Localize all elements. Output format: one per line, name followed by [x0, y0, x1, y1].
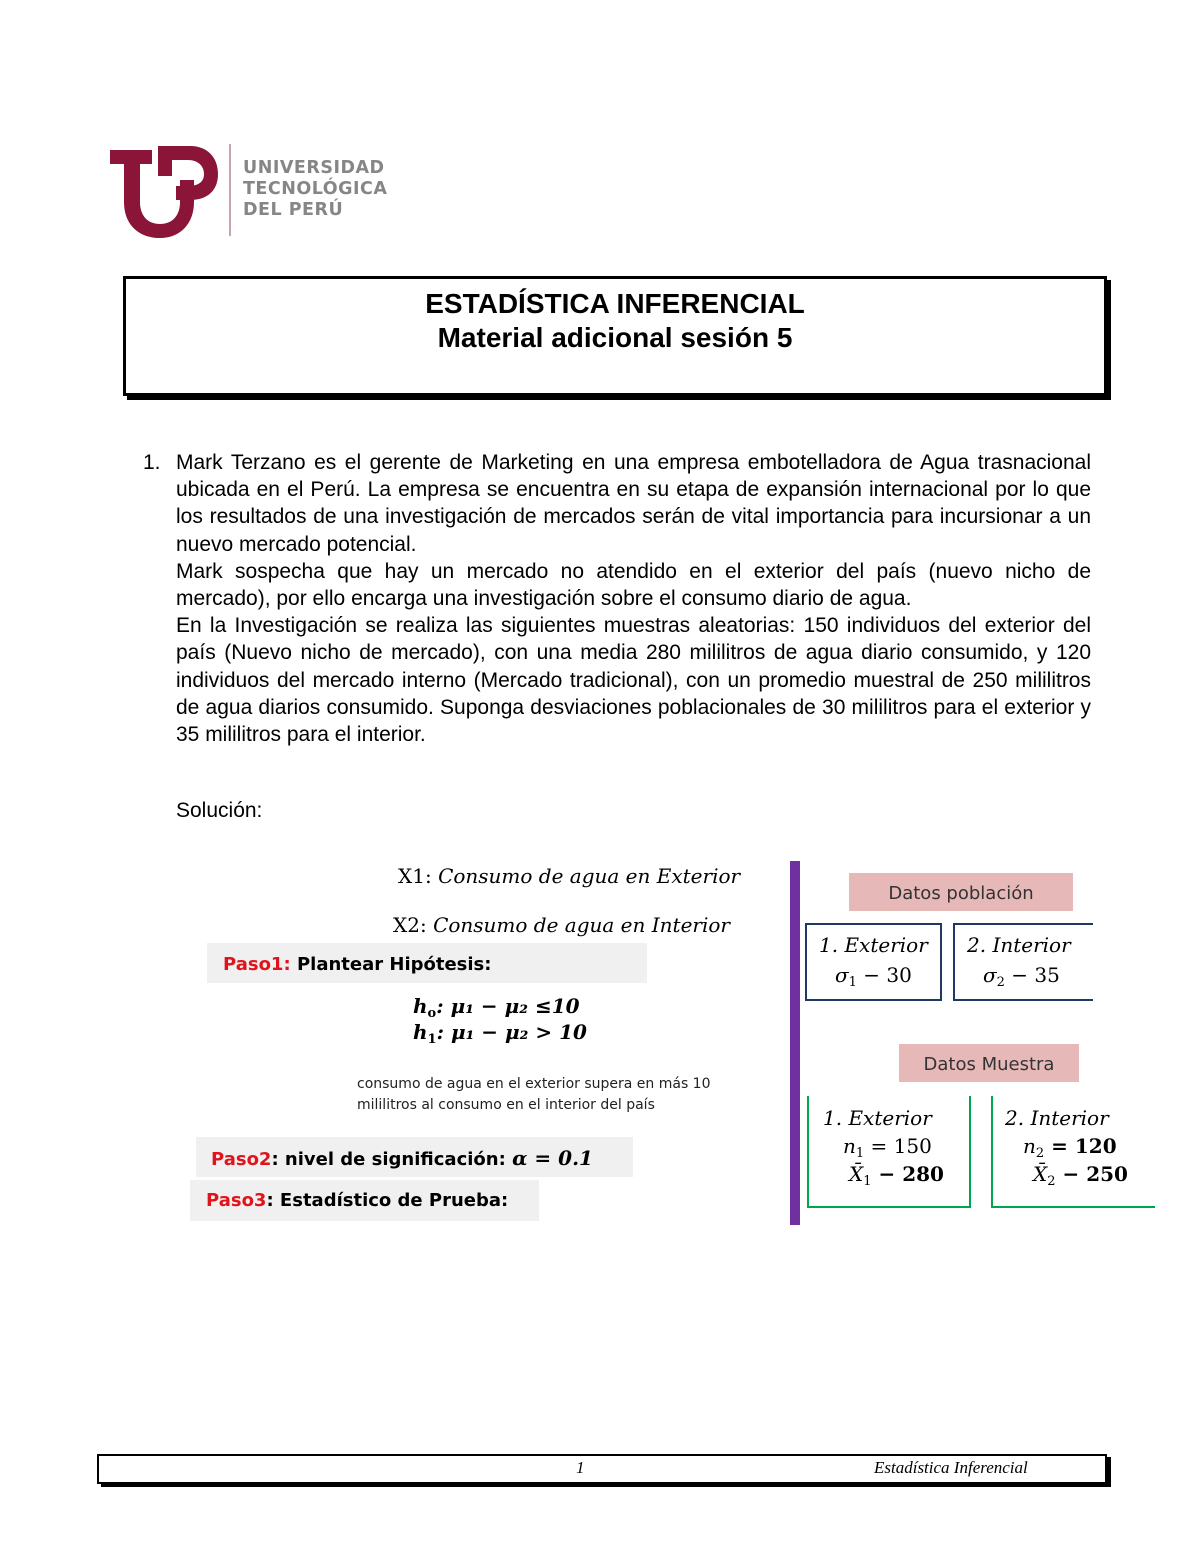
population-interior-sigma — [983, 963, 1060, 990]
h1-symbol: h — [413, 1020, 428, 1044]
panel-divider-bar — [790, 861, 800, 1225]
step-1-tag: Paso1: — [223, 954, 291, 975]
step-2-tag: Paso2 — [211, 1149, 272, 1170]
step-2-heading — [196, 1137, 633, 1177]
n-value: = 120 — [1044, 1134, 1117, 1158]
alternative-hypothesis — [413, 1020, 587, 1047]
step-2-text: : nivel de significación: — [271, 1149, 506, 1170]
step-3-tag: Paso3 — [206, 1190, 267, 1211]
significance-level: α = 0.1 — [512, 1146, 593, 1170]
n-subscript: 1 — [855, 1146, 865, 1161]
sample-interior-n — [1023, 1134, 1117, 1161]
document-title: ESTADÍSTICA INFERENCIAL — [425, 288, 805, 319]
variable-x2-name: X2: — [393, 913, 427, 937]
sigma-value: − 35 — [1004, 963, 1060, 987]
population-exterior-sigma — [835, 963, 912, 990]
mean-symbol: X̄ — [849, 1162, 864, 1186]
title-box — [123, 276, 1107, 396]
h0-symbol: h — [413, 994, 428, 1018]
mean-value: − 280 — [871, 1162, 944, 1186]
footer-title: Estadística Inferencial — [874, 1458, 1028, 1477]
university-logo-icon — [108, 142, 218, 238]
sigma-value: − 30 — [856, 963, 912, 987]
population-box-interior — [953, 923, 1093, 1001]
mean-symbol: X̄ — [1033, 1162, 1048, 1186]
mean-subscript: 1 — [863, 1174, 872, 1189]
n-value: = 150 — [864, 1134, 932, 1158]
mean-value: − 250 — [1055, 1162, 1128, 1186]
sigma-symbol: σ — [835, 963, 849, 987]
problem-statement — [176, 449, 1091, 748]
sigma-symbol: σ — [983, 963, 997, 987]
university-name — [243, 158, 387, 221]
problem-paragraph-3: En la Investigación se realiza las siguientes muestras aleatorias: 150 individuos del exterior del país (Nuevo nicho de mercado), con una media 280 mililitros de agua diario consumido, y 120 individuos del mercado interno (Mercado tradicional), con un promedio muestral de 250 mililitros de agua diarios consumido. Suponga desviaciones poblacionales de 30 mililitros para el exterior y 35 mililitros para el interior. — [176, 614, 1091, 747]
university-name-line-3: DEL PERÚ — [243, 200, 344, 220]
sample-exterior-n — [843, 1134, 932, 1161]
sample-interior-mean — [1033, 1162, 1128, 1189]
population-box-exterior — [805, 923, 942, 1001]
page-footer — [97, 1454, 1107, 1484]
population-data-label: Datos población — [849, 873, 1073, 911]
university-name-line-2: TECNOLÓGICA — [243, 179, 388, 199]
n-symbol: n — [1023, 1134, 1036, 1158]
problem-paragraph-1: Mark Terzano es el gerente de Marketing en una empresa embotelladora de Agua trasnacional ubicada en el Perú. La empresa se encuentra en su etapa de expansión internacional por lo que los resultados de una investigación de mercados serán de vital importancia para incursionar a un nuevo mercado potencial. — [176, 451, 1091, 556]
problem-paragraph-2: Mark sospecha que hay un mercado no atendido en el exterior del país (nuevo nicho de mercado), por ello encarga una investigación sobre el consumo diario de agua. — [176, 559, 1091, 611]
step-1-text: Plantear Hipótesis: — [296, 954, 492, 975]
page-number: 1 — [576, 1458, 585, 1477]
sigma-subscript: 2 — [996, 975, 1005, 990]
h0-expression: : μ₁ − μ₂ ≤10 — [436, 994, 580, 1018]
solution-label: Solución: — [176, 799, 263, 822]
null-hypothesis — [413, 994, 580, 1021]
sample-data-label: Datos Muestra — [899, 1044, 1079, 1082]
variable-x1-desc: Consumo de agua en Exterior — [438, 864, 741, 888]
variable-x1-name: X1: — [398, 864, 432, 888]
population-interior-title: 2. Interior — [967, 933, 1071, 957]
mean-subscript: 2 — [1047, 1174, 1056, 1189]
step-3-text: : Estadístico de Prueba: — [266, 1190, 509, 1211]
population-exterior-title: 1. Exterior — [819, 933, 928, 957]
n-subscript: 2 — [1035, 1146, 1045, 1161]
sample-box-interior — [991, 1096, 1155, 1208]
h1-expression: : μ₁ − μ₂ > 10 — [436, 1020, 587, 1044]
sample-exterior-title: 1. Exterior — [823, 1106, 932, 1130]
step-3-heading — [190, 1180, 539, 1221]
sample-box-exterior — [807, 1096, 971, 1208]
h0-subscript: o — [427, 1006, 437, 1021]
variable-x2 — [393, 913, 730, 937]
sigma-subscript: 1 — [848, 975, 857, 990]
hypothesis-note: consumo de agua en el exterior supera en más 10 mililitros al consumo en el interior del país — [357, 1076, 711, 1113]
logo-divider — [229, 144, 231, 236]
variable-x2-desc: Consumo de agua en Interior — [433, 913, 730, 937]
n-symbol: n — [843, 1134, 856, 1158]
sample-exterior-mean — [849, 1162, 944, 1189]
problem-number: 1. — [143, 451, 161, 474]
university-name-line-1: UNIVERSIDAD — [243, 158, 385, 178]
sample-interior-title: 2. Interior — [1005, 1106, 1109, 1130]
step-1-heading — [207, 943, 647, 983]
h1-subscript: 1 — [427, 1032, 437, 1047]
variable-x1 — [398, 864, 740, 888]
document-subtitle: Material adicional sesión 5 — [437, 322, 793, 353]
